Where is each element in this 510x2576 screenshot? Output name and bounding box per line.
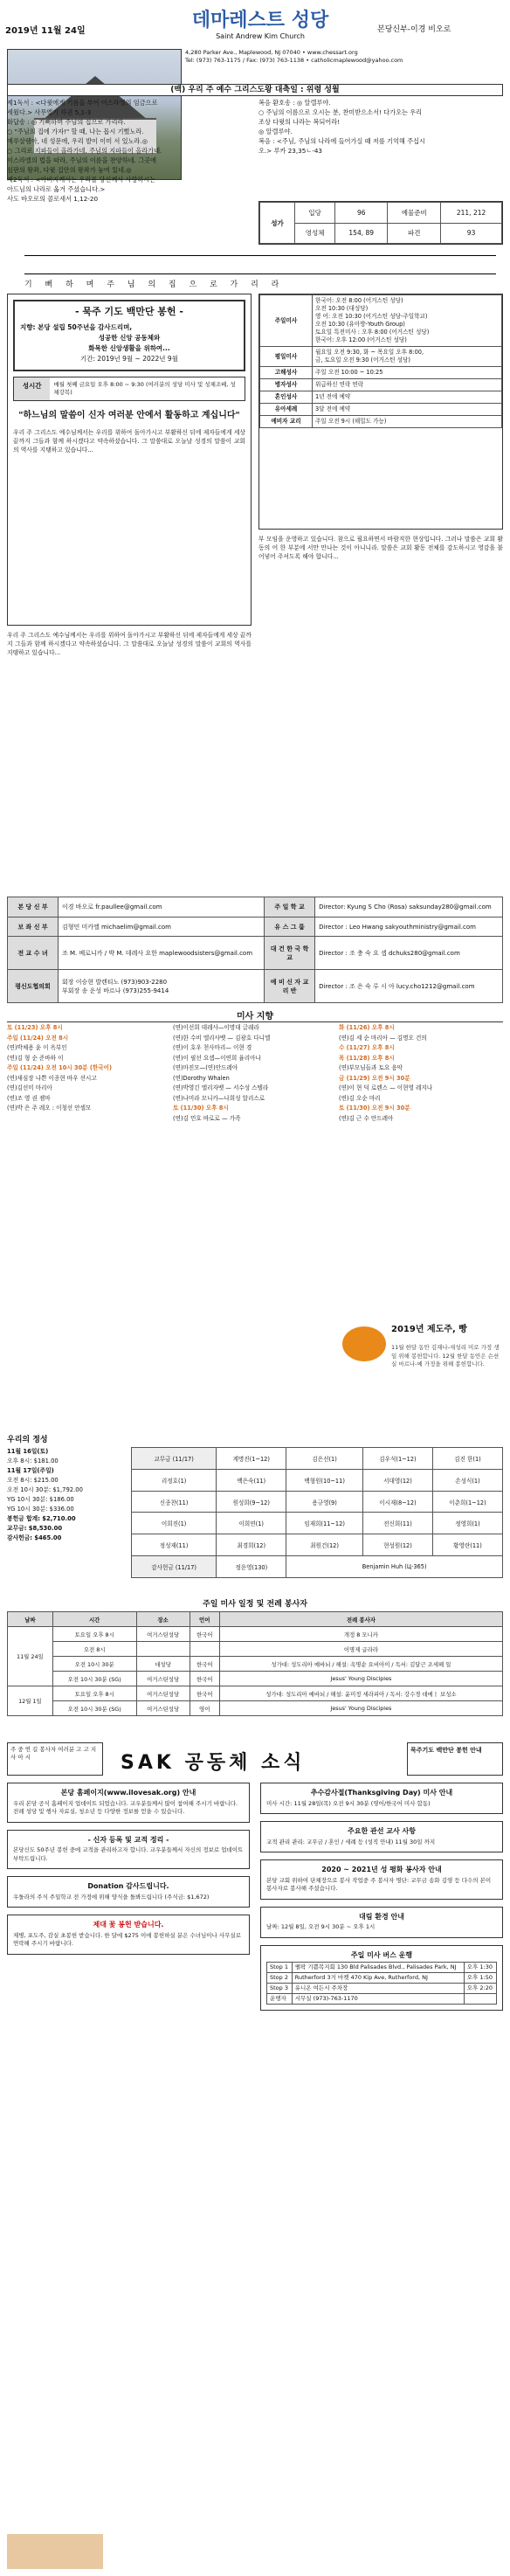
- reading-line: 이스라엘의 법을 따라, 주님의 이름을 찬양하네. 그곳에: [7, 156, 157, 164]
- weekly-cell: 12월 1일: [8, 1686, 53, 1716]
- intention-item: (연)박 은 주 레오 : 이청선 안셀모: [7, 1104, 92, 1111]
- intention-item: (연)김 형 순 준바하 이: [7, 1054, 64, 1062]
- weekly-cell: 성가대: 성도리아 예바뇌 / 해설: 윤미정 세라피아 / 독서: 강수경 데메ㅣ 보성소: [219, 1686, 502, 1701]
- intention-item: (연)한 수비 엘리사벳 — 김광호 다니엘: [173, 1034, 271, 1042]
- intention-item: 금 (11/29) 오전 9시 30분: [339, 1074, 410, 1082]
- address-line-2: Tel: (973) 763-1175 / Fax: (973) 763-1138 • catholicmaplewood@yahoo.com: [185, 57, 403, 64]
- intention-item: 목 (11/28) 오후 8시: [339, 1054, 395, 1062]
- intentions-col-2: [173, 1024, 335, 1125]
- staff-info: 김형민 미카엘 michaelim@gmail.com: [59, 917, 265, 937]
- sak-header: [7, 1742, 503, 1777]
- staff-directory: [7, 897, 503, 1003]
- sak-block: [7, 1830, 250, 1870]
- sak-left-box: [7, 1742, 103, 1776]
- rosary-prayer-box: [7, 294, 252, 626]
- sak-block-title: Donation 감사드립니다.: [87, 1882, 169, 1890]
- rosary-title: - 묵주 기도 백만단 봉헌 -: [75, 306, 183, 317]
- hymn-cell: 영성체: [295, 223, 335, 244]
- offering-grid: [131, 1447, 503, 1578]
- reading-line: ○ 그리로 지파들이 올라가네. 주님의 지파들이 올라가네.: [7, 147, 162, 155]
- intention-item: (연)이선희 데레사—이명대 글래라: [173, 1024, 259, 1031]
- hymn-cell: 파견: [388, 223, 441, 244]
- weekly-cell: 오전 10시 30분 (SG): [52, 1672, 136, 1686]
- logo-sub: Saint Andrew Kim Church: [216, 32, 305, 40]
- weekly-cell: 여거스틴성당: [136, 1686, 190, 1701]
- reading-line: 복음 환호송 : ◎ 알렐루야.: [258, 99, 331, 107]
- reading-line: ○ "주님의 집에 가자!" 할 때, 나는 몹시 기뻤노라.: [7, 128, 144, 135]
- sak-right-box-title: 묵주기도 백만단 봉헌 안내: [410, 1747, 482, 1754]
- header: [0, 0, 510, 51]
- readings-left: [7, 98, 252, 204]
- offering-line: 11월 17일(주일): [7, 1467, 54, 1474]
- schedule-text: 3달 전에 예약: [313, 404, 502, 416]
- staff-role: 평신도협의회: [8, 970, 59, 1003]
- bus-schedule: [260, 1945, 503, 2012]
- bus-title: 주일 미사 버스 운행: [350, 1950, 413, 1959]
- right-column-text: 부 모임을 운영하고 있습니다. 참으로 필요하면서 바람직한 현상입니다. 그러나 말씀은 교회 활동의 어 한 부분에 서만 만나는 것이 아니니라. 말씀은 교회 활동 전체를 감도하시고 영감을 불어넣어 주셔도록 해야 합니다...: [258, 536, 503, 560]
- bus-cell: Stop 1: [267, 1963, 293, 1973]
- offering-line: 오후 8시: $181.00: [7, 1458, 59, 1465]
- reading-line: 심판의 왕좌, 다윗 집안의 왕좌가 놓여 있네.◎: [7, 166, 132, 174]
- offering-cell: 현성원(12): [362, 1534, 432, 1556]
- reading-line: 예루살렘아, 네 성문에, 우리 발이 이미 서 있노라.◎: [7, 137, 148, 145]
- intention-item: (연)박체용 윤 이 옥부인: [7, 1044, 67, 1051]
- offering-cell: 리정호(1): [132, 1469, 217, 1491]
- intention-item: (연)김 세 순 마리아 — 김명오 건의: [339, 1034, 427, 1042]
- reading-line: 제1독서 : <다윗에게 기름을 부어 이스라엘의 임금으로: [7, 99, 158, 107]
- sak-block: [7, 1915, 250, 1955]
- offering-cell: 원성희(9~12): [217, 1491, 286, 1513]
- intentions-col-3: [339, 1024, 501, 1125]
- weekly-cell: Jesus' Young Disciples: [219, 1701, 502, 1716]
- holy-hour-label: 성시간: [14, 377, 50, 400]
- staff-info: 회장 이승현 발렌티노 (973)903-2280 부회장 송 운성 바르나 (973)255-9414: [59, 970, 265, 1003]
- bus-cell: 팰팍 기쁨복지회 130 Bld Palisades Blvd., Palisades Park, NJ: [292, 1963, 464, 1973]
- offering-line: YG 10시 30분: $186.00: [7, 1496, 74, 1503]
- offering-cell: 최경희(12): [217, 1534, 286, 1556]
- sak-block: [260, 1783, 503, 1814]
- reading-line: 사도 바오로의 콜로새서 1,12-20: [7, 195, 99, 203]
- sak-block-body: 우돌라의 주식 주일학교 전 가정에 위해 양식을 돌봐드립니다 (주식금: $1,672): [13, 1893, 210, 1901]
- intention-item: (연)부모님들과 토요 음악: [339, 1064, 403, 1071]
- intention-item: (연)김선미 마리아: [7, 1084, 52, 1091]
- sak-block-title: 주요한 관선 교사 사항: [348, 1827, 416, 1835]
- staff-role: 예 비 신 자 교 리 반: [265, 970, 315, 1003]
- reading-line: ◎ 알렐루야.: [258, 128, 293, 135]
- sak-block: [7, 1876, 250, 1908]
- schedule-heading: 평일미사: [260, 347, 313, 367]
- intentions-col-1: [7, 1024, 169, 1115]
- sak-block-body: 미사 시간: 11월 28일(목) 오전 9시 30분 (영어/한국어 미사 합동): [266, 1799, 431, 1807]
- intention-item: (연)새심장 나쁜 이종현 바우 선시고: [7, 1074, 97, 1082]
- music-staff: [24, 255, 496, 274]
- weekly-head: 언어: [190, 1612, 219, 1627]
- staff-info: 조 M. 베로니카 / 박 M. 데레사 요한 maplewoodsisters@gmail.com: [59, 937, 265, 970]
- intention-item: 토 (11/30) 오전 9시 30분: [339, 1104, 410, 1111]
- offering-cell: 감사헌금 (11/17): [132, 1556, 217, 1578]
- offering-cell: 백은숙(11): [217, 1469, 286, 1491]
- reading-line: 복음 : <주님, 주님의 나라에 들어가실 때 저를 기억해 주십시: [258, 137, 425, 145]
- schedule-text: 월요일 오전 9:30, 화 ~ 목요일 오후 8:00, 금, 토요일 오전 9:30 (어거스틴 성당): [313, 347, 502, 367]
- weekly-cell: 토요일 오후 8시: [52, 1627, 136, 1642]
- sak-block: [260, 1859, 503, 1900]
- hymn-cell: 96: [335, 203, 388, 224]
- hymn-cell: 예물준비: [388, 203, 441, 224]
- schedule-text: 주일 오전 10:00 ~ 10:25: [313, 367, 502, 379]
- offering-cell: 김우석(1~12): [362, 1448, 432, 1470]
- sak-left-box-title: 주 중 연 길 봉사자 여러분 고 고 지 사 아 시: [10, 1746, 97, 1761]
- weekly-cell: 한국어: [190, 1657, 219, 1672]
- sak-block-title: 본당 홈페이지(www.ilovesak.org) 안내: [60, 1789, 196, 1797]
- weekly-cell: [136, 1642, 190, 1657]
- hymn-label: 성가: [260, 203, 295, 244]
- intention-item: (연)이 호우 천사마리— 이현 경: [173, 1044, 252, 1051]
- sak-block-title: 제대 꽃 봉헌 받습니다.: [93, 1921, 164, 1929]
- offering-cell: 손성식(1): [432, 1469, 502, 1491]
- sak-block-title: 2020 ~ 2021년 성 평화 봉사자 안내: [321, 1866, 442, 1873]
- staff-role: 유 스 그 룹: [265, 917, 315, 937]
- staff-role: 보 좌 신 부: [8, 917, 59, 937]
- sak-block-body: 본당 교회 위하여 단체장으로 봉사 작업중 주 봉사자 명단: 교무금 송화 김영 등 다수의 본이 봉사자로 봉사해 주셨습니다.: [266, 1876, 492, 1892]
- weekly-cell: 여거스틴성당: [136, 1627, 190, 1642]
- sak-left-column: [7, 1783, 250, 1962]
- schedule-text: 주일 오전 9시 (해밀도 가능): [313, 416, 502, 428]
- intention-item: (연)Dorothy Whalen: [173, 1074, 230, 1082]
- schedule-heading: 유아세례: [260, 404, 313, 416]
- schedule-heading: 주일미사: [260, 295, 313, 347]
- rosary-line: 성공한 신앙 공동체와: [98, 334, 161, 342]
- offering-title: 우리의 정성: [7, 1436, 48, 1444]
- reading-line: 제2독서 : <아버지께서는 우리를 당신께서 사랑하시는: [7, 176, 156, 184]
- weekly-cell: 영어: [190, 1701, 219, 1716]
- schedule-text: 위급하신 연락 연락: [313, 379, 502, 391]
- offering-cell: 계명진(1~12): [217, 1448, 286, 1470]
- staff-role: 주 일 학 교: [265, 897, 315, 918]
- sak-content: [7, 1783, 503, 2560]
- sak-block-body: 본당신도 50주년 봉헌 중에 교적을 관리하고자 합니다. 교우분들께서 자신의 정보로 업데이트 부탁드립니다.: [13, 1846, 244, 1862]
- staff-info: Director : Leo Hwang sakyouthministry@gmail.com: [315, 917, 503, 937]
- weekly-cell: 오전 8시: [52, 1642, 136, 1657]
- church-logo: [164, 5, 356, 49]
- weekly-head: 날짜: [8, 1612, 53, 1627]
- weekly-cell: 토요일 오후 8시: [52, 1686, 136, 1701]
- logo-text: 데마레스트 성당: [191, 9, 329, 31]
- weekly-cell: 11월 24일: [8, 1627, 53, 1686]
- weekly-schedule-table: [7, 1611, 503, 1716]
- offering-cell: 김은선(1): [286, 1448, 363, 1470]
- mass-schedule: [258, 294, 503, 530]
- intention-item: 주일 (11/24) 오전 10시 30분 (한국어): [7, 1064, 112, 1071]
- address-line-1: 4,280 Parker Ave., Maplewood, NJ 07040 • www.chessart.org: [185, 49, 358, 56]
- pastor-line: 본당신부-이경 비오로: [377, 25, 451, 34]
- offering-cell: 신종찬(11): [132, 1491, 217, 1513]
- intention-item: (연)나미라 모니카—나희성 알리스로: [173, 1094, 265, 1102]
- holy-hour-text: 매월 첫째 금요일 오후 8:00 ~ 9:30 (여러분의 성당 미사 및 성체조배, 성체강복): [53, 381, 236, 396]
- offering-cell: 이시재(8~12): [362, 1491, 432, 1513]
- rosary-line: 지향: 본당 설립 50주년을 감사드리며,: [20, 323, 133, 331]
- reading-line: 오.> 루카 23,35ㄴ-43: [258, 147, 322, 155]
- sak-right-box: [407, 1742, 503, 1776]
- weekly-cell: 성가대: 성도리아 예바뇌 / 해설: 옥명순 요비아이 / 독서: 김달근 조세헤 일: [219, 1657, 502, 1672]
- weekly-cell: 여거스틴성당: [136, 1672, 190, 1686]
- schedule-heading: 병자성사: [260, 379, 313, 391]
- bus-cell: 오후 2:20: [464, 1984, 496, 1994]
- bus-cell: Rutherford 3거 마켓 470 Kip Ave, Rutherford, NJ: [292, 1973, 464, 1984]
- staff-role: 본 당 신 부: [8, 897, 59, 918]
- offering-cell: 정운영(130): [217, 1556, 286, 1578]
- holy-hour-row: [13, 377, 245, 401]
- weekly-head: 시간: [52, 1612, 136, 1627]
- weekly-cell: 오전 10시 30분: [52, 1657, 136, 1672]
- offering-cell: Benjamin Huh (Ц-365): [286, 1556, 503, 1578]
- bread-wine-image: [7, 2534, 103, 2569]
- sak-block-body: 제병, 포도주, 감실 초봉헌 받습니다. 한 달에 $275 이에 봉헌하실 분은 수녀님이나 사무실로 연락해 주시기 바랍니다.: [13, 1931, 242, 1947]
- offering-line: 11월 16일(토): [7, 1448, 49, 1455]
- offering-cell: 최원건(12): [286, 1534, 363, 1556]
- offering-totals: [7, 1447, 129, 1543]
- hymn-cell: 93: [441, 223, 502, 244]
- music-lyric: 기 뻐 하 며 주 님 의 집 으 로 가 리 라: [24, 280, 285, 289]
- weekly-schedule-title: 주일 미사 일정 및 전례 봉사자: [203, 1600, 307, 1609]
- weekly-head: 장소: [136, 1612, 190, 1627]
- offering-cell: 황영란(11): [432, 1534, 502, 1556]
- weekly-cell: 한국어: [190, 1686, 219, 1701]
- schedule-heading: 예비자 교리: [260, 416, 313, 428]
- readings-right: [258, 98, 503, 156]
- sak-title: SAK 공동체 소식: [121, 1752, 306, 1774]
- offering-cell: 이춘희(1~12): [432, 1491, 502, 1513]
- mass-title: (백) 우리 주 예수 그리스도왕 대축일 : 위령 성월: [7, 84, 503, 96]
- bus-cell: Stop 3: [267, 1984, 293, 1994]
- offering-line: 봉헌금 합계: $2,710.00: [7, 1515, 76, 1522]
- schedule-heading: 고해성사: [260, 367, 313, 379]
- weekly-cell: 대성당: [136, 1657, 190, 1672]
- weekly-cell: 한국어: [190, 1672, 219, 1686]
- sak-block-body: 날짜: 12월 8일, 오전 9시 30분 ~ 오후 1시: [266, 1923, 376, 1930]
- intention-item: 토 (11/30) 오후 8시: [173, 1104, 229, 1111]
- sak-block-title: 추수감사절(Thanksgiving Day) 미사 안내: [310, 1789, 453, 1797]
- sak-block-title: - 신자 등록 및 교적 정리 -: [87, 1835, 169, 1844]
- bus-table: [266, 1962, 497, 2005]
- staff-info: Director : 조 은 숙 루 시 아 lucy.cho1212@gmail.com: [315, 970, 503, 1003]
- weekly-cell: 오전 10시 30분 (SG): [52, 1701, 136, 1716]
- offering-line: 감사헌금: $465.00: [7, 1534, 62, 1541]
- intention-item: 화 (11/26) 오후 8시: [339, 1024, 395, 1031]
- intention-item: (연)마진모—(연)안드레아: [173, 1064, 238, 1071]
- sak-block: [7, 1783, 250, 1823]
- schedule-text: 1년 전에 예약: [313, 391, 502, 404]
- bus-cell: 오후 1:30: [464, 1963, 496, 1973]
- mass-intentions-title: 미사 지향: [7, 1008, 503, 1022]
- bus-cell: [464, 1994, 496, 2005]
- offering-cell: 서대영(12): [362, 1469, 432, 1491]
- rosary-line: 화목한 신앙생활을 위하여...: [88, 344, 170, 352]
- intention-item: 주일 (11/24) 오전 8시: [7, 1034, 69, 1042]
- staff-role: 전 교 수 녀: [8, 937, 59, 970]
- sak-right-column: [260, 1783, 503, 2018]
- weekly-cell: 한국어: [190, 1627, 219, 1642]
- offering-cell: 전신희(11): [362, 1513, 432, 1534]
- intention-item: (연)이 현 덕 로렌스 — 이현영 레지나: [339, 1084, 433, 1091]
- offering-cell: 이희진(1): [132, 1513, 217, 1534]
- prayer-quote: "하느님의 말씀이 신자 여러분 안에서 활동하고 계십니다": [18, 411, 240, 420]
- reading-line: 화답송 : ◎ 기뻐하며 주님의 집으로 가리라.: [7, 118, 126, 126]
- offering-cell: 백형원(10~11): [286, 1469, 363, 1491]
- bus-cell: 시무실 (973)-763-1170: [292, 1994, 464, 2005]
- hymn-cell: 입당: [295, 203, 335, 224]
- staff-info: Director : 조 충 숙 요 셉 dchuks280@gmail.com: [315, 937, 503, 970]
- weekly-cell: Jesus' Young Disciples: [219, 1672, 502, 1686]
- offering-cell: 이희연(1): [217, 1513, 286, 1534]
- weekly-cell: 개정 8 모니카: [219, 1627, 502, 1642]
- hymn-cell: 154, 89: [335, 223, 388, 244]
- staff-info: 이경 바오로 fr.paullee@gmail.com: [59, 897, 265, 918]
- bread-wine-text: 11월 한달 동안 김재나-새성리 미로 가정 생일 위해 봉헌합니다. 12월 한달 동안은 슨션실 마르나-예 가정을 위해 봉헌합니다.: [391, 1344, 500, 1368]
- hymn-cell: 211, 212: [441, 203, 502, 224]
- offering-line: 오전 10시 30분: $1,792.00: [7, 1486, 83, 1493]
- reading-line: 아드님의 나라로 옮겨 주셨습니다.>: [7, 185, 106, 193]
- offering-cell: 용규영(9): [286, 1491, 363, 1513]
- weekly-cell: 여거스틴성당: [136, 1701, 190, 1716]
- intention-item: (연)김 민호 바로로 — 가족: [173, 1114, 241, 1122]
- intention-item: (연)김 근 수 안드레아: [339, 1114, 394, 1122]
- offering-line: 오전 8시: $215.00: [7, 1477, 59, 1484]
- sak-block-title: 대림 환경 안내: [359, 1912, 404, 1921]
- rosary-line: 기간: 2019년 9월 ~ 2022년 9월: [80, 355, 178, 363]
- offering-cell: 임재희(11~12): [286, 1513, 363, 1534]
- left-column-text: 우리 주 그리스도 예수님께서는 우리를 위하여 돌아가시고 부활하신 뒤에 제자들에게 세상 끝까지 그들과 함께 하시겠다고 약속하셨습니다. 그 말씀대로 오늘날 성경의 말씀이 교회의 역사를 지탱하고 있습니다...: [7, 632, 252, 656]
- music-notation: [7, 250, 503, 288]
- weekly-cell: [190, 1642, 219, 1657]
- sak-block: [260, 1907, 503, 1938]
- intention-item: (연)조 영 권 젬마: [7, 1094, 51, 1102]
- intention-item: (연)박영긴 엘리자벳 — 서수성 스텔라: [173, 1084, 269, 1091]
- bus-cell: Stop 2: [267, 1973, 293, 1984]
- sak-block: [260, 1821, 503, 1852]
- intention-item: (연)이 필선 요셉—이연희 율리아나: [173, 1054, 261, 1062]
- offering-cell: 정성재(11): [132, 1534, 217, 1556]
- bread-wine-title: 2019년 제도주, 빵: [391, 1325, 467, 1334]
- sak-block-body: 교적 관리 관리: 교무금 / 혼인 / 세례 등 (성직 안내) 11월 30일 까지: [266, 1838, 436, 1845]
- offering-cell: 정영희(1): [432, 1513, 502, 1534]
- bus-cell: 오후 1:50: [464, 1973, 496, 1984]
- reading-line: 세웠다.> 사무엘기 하권 5,1-3: [7, 108, 92, 116]
- rosary-inner: [13, 300, 245, 371]
- intention-item: 수 (11/27) 오후 8시: [339, 1044, 395, 1051]
- bulletin-date: 2019년 11월 24일: [5, 26, 86, 36]
- sak-block-body: 우리 본당 공식 홈페이지 업데이트 되었습니다. 교우분들께서 많이 참여해 주시기 바랍니다. 전례 성당 및 행사 자료실, 청소년 등 다양한 정보를 얻을 수 있습니다.: [13, 1799, 238, 1815]
- reading-line: 조상 다윗의 나라는 복되어라!: [258, 118, 341, 126]
- prayer-body: 우리 주 그리스도 예수님께서는 우리를 위하여 돌아가시고 부활하신 뒤에 제자들에게 세상 끝까지 그들과 함께 하시겠다고 약속하셨습니다. 그 말씀대로 오늘날 성경의 말씀이 교회의 역사를 지탱하고 있습니다...: [13, 429, 245, 454]
- intention-item: 토 (11/23) 오후 8시: [7, 1024, 63, 1031]
- harvest-icon: [342, 1326, 386, 1361]
- bus-cell: 유니온 여든시 주차장: [292, 1984, 464, 1994]
- weekly-head: 전례 봉사자: [219, 1612, 502, 1627]
- bread-wine-notice: [342, 1318, 500, 1414]
- reading-line: ○ 주님의 이름으로 오시는 분, 찬미받으소서! 다가오는 우리: [258, 108, 423, 116]
- schedule-text: 한국어: 오전 8:00 (어거스틴 성당) 오전 10:30 (대성당) 영 어: 오전 10:30 (어거스틴 성당-주일학교) 오전 10:30 (유아방-Youth Group) 토요일 특전미사 : 오후 8:00 (어거스틴 성당) 한국어: 오후 12:00 (어거스틴 성당): [313, 295, 502, 347]
- offering-cell: 교무금 (11/17): [132, 1448, 217, 1470]
- offering-cell: 김진 한(1): [432, 1448, 502, 1470]
- weekly-cell: 이명제 글라라: [219, 1642, 502, 1657]
- intention-item: (연)김 오순 마리: [339, 1094, 381, 1102]
- church-address: [185, 49, 500, 80]
- bus-cell: 운행자: [267, 1994, 293, 2005]
- schedule-heading: 혼인성사: [260, 391, 313, 404]
- staff-role: 대 건 한 국 학 교: [265, 937, 315, 970]
- offering-line: 교무금: $8,530.00: [7, 1525, 63, 1532]
- offering-line: YG 10시 30분: $336.00: [7, 1506, 74, 1513]
- hymn-table: [258, 201, 503, 245]
- staff-info: Director: Kyung S Cho (Rosa) saksunday280@gmail.com: [315, 897, 503, 918]
